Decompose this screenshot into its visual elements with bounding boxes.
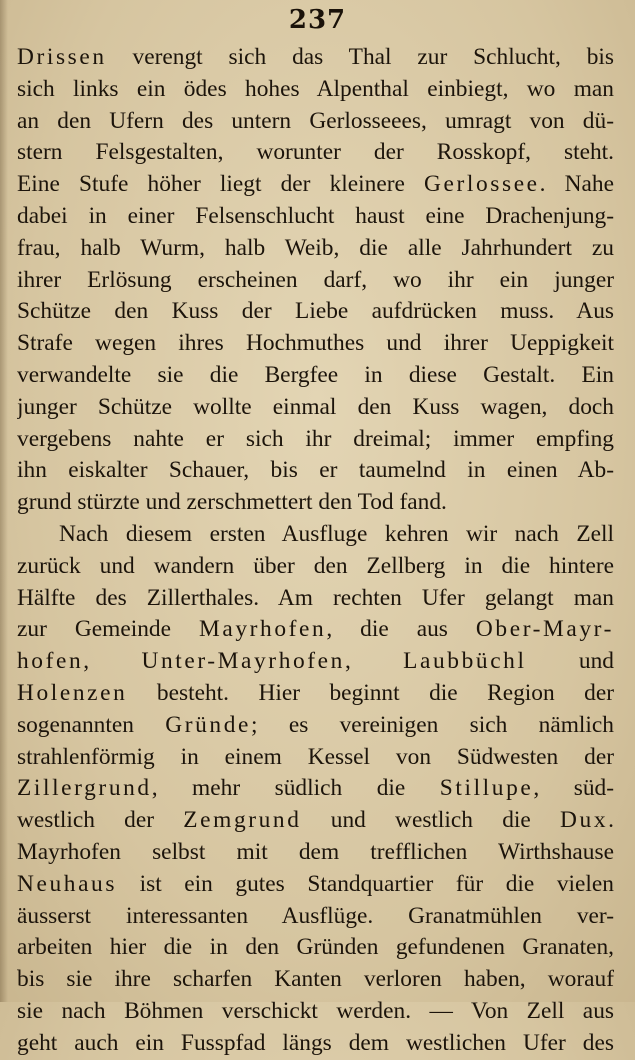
text-line [17,106,614,138]
text-segment: an den Ufern des untern Gerlosseees, umragt von dü- [17,107,614,134]
text-segment: Strafe wegen ihres Hochmuthes und ihrer Ueppigkeit [17,330,614,357]
text-segment: stern Felsgestalten, worunter der Rosskopf, steht. [17,139,614,166]
text-segment: ihn eiskalter Schauer, bis er taumelnd in einen Ab- [17,457,614,484]
spaced-word: Dux [560,807,609,834]
text-segment: ihrer Erlösung erscheinen darf, wo ihr ein junger [17,266,614,293]
text-line [17,360,614,392]
text-segment: Eine Stufe höher liegt der kleinere [17,171,425,198]
spaced-word: Holenzen [17,679,128,706]
text-segment: sie nach Böhmen verschickt werden. — Von Zell aus [17,997,614,1024]
text-segment: frau, halb Wurm, halb Weib, die alle Jahrhundert zu [17,234,614,261]
spaced-word: Mayrhofen [198,616,327,643]
text-segment: und [526,648,614,675]
text-line [17,201,614,233]
text-line [17,678,614,710]
text-segment: vergebens nahte er sich ihr dreimal; immer empfing [17,425,614,452]
text-segment: grund stürzte und zerschmettert den Tod fand. [17,489,447,516]
page-gutter-shadow [0,0,8,1002]
text-line [17,392,614,424]
text-line [17,169,614,201]
text-segment: und westlich die [301,807,561,834]
page-number: 237 [288,5,347,35]
spaced-word: Gerlossee [424,171,540,198]
text-line [17,869,614,901]
spaced-word: Ober-Mayr- [475,616,614,643]
text-segment: äusserst interessanten Ausflüge. Granatmühlen ver- [17,902,614,929]
text-segment: dabei in einer Felsenschlucht haust eine Drachenjung- [17,202,614,229]
text-segment: arbeiten hier die in den Gründen gefundenen Granaten, [17,934,614,961]
text-segment: ist ein gutes Standquartier für die vielen [117,870,614,897]
text-line [17,487,614,519]
spaced-word: Laubbüchl [403,648,527,675]
text-line [17,901,614,933]
text-segment: , die aus [326,616,476,643]
text-segment: , süd- [533,775,614,802]
spaced-word: hofen [17,648,84,675]
text-line [17,837,614,869]
spaced-word: Stillupe [439,775,534,802]
text-segment: Hälfte des Zillerthales. Am rechten Ufer gelangt man [17,584,614,611]
text-segment: sich links ein ödes hohes Alpenthal einbiegt, wo man [17,75,614,102]
spaced-word: Neuhaus [17,870,118,897]
text-segment: Mayrhofen selbst mit dem trefflichen Wirthshause [17,838,614,865]
text-line [17,455,614,487]
text-segment: , [83,648,142,675]
text-line [17,265,614,297]
text-line [17,932,614,964]
text-line [17,996,614,1028]
text-segment: Schütze den Kuss der Liebe aufdrücken muss. Aus [17,298,614,325]
text-segment: Nach diesem ersten Ausfluge kehren wir nach Zell [59,520,614,547]
text-segment: strahlenförmig in einem Kessel von Südwesten der [17,743,614,770]
text-line [17,424,614,456]
text-line [17,1028,614,1060]
text-segment: . [608,807,614,834]
text-segment: sogenannten [17,711,166,738]
text-line [17,583,614,615]
text-line [17,328,614,360]
text-segment: junger Schütze wollte einmal den Kuss wagen, doch [17,393,614,420]
text-segment: westlich der [17,807,184,834]
text-segment: bis sie ihre scharfen Kanten verloren haben, worauf [17,966,614,993]
spaced-word: Drissen [17,44,107,70]
spaced-word: Unter-Mayrhofen [141,648,345,675]
text-line [17,42,614,74]
text-segment: verwandelte sie die Bergfee in diese Gestalt. Ein [17,361,614,388]
text-line [17,742,614,774]
spaced-word: Zemgrund [183,807,302,834]
text-segment: ; es vereinigen sich nämlich [251,711,614,738]
text-line [17,805,614,837]
spaced-word: Gründe [165,711,251,738]
text-line [17,710,614,742]
spaced-word: Zillergrund [17,775,152,802]
text-line [17,137,614,169]
text-line [17,296,614,328]
text-line [17,773,614,805]
text-line [17,964,614,996]
text-segment: geht auch ein Fusspfad längs dem westlichen Ufer des [17,1029,614,1056]
text-segment: zur Gemeinde [17,616,199,643]
text-segment: besteht. Hier beginnt die Region der [127,679,614,706]
text-line [17,646,614,678]
text-segment: zurück und wandern über den Zellberg in die hintere [17,552,614,579]
text-segment: , mehr südlich die [151,775,440,802]
text-line [17,519,614,551]
text-line [17,74,614,106]
text-line [17,551,614,583]
text-line [17,233,614,265]
text-segment: , [344,648,404,675]
text-segment: verengt sich das Thal zur Schlucht, bis [106,44,614,70]
text-segment: . Nahe [539,171,614,198]
text-line [17,614,614,646]
body-text [17,42,614,1060]
